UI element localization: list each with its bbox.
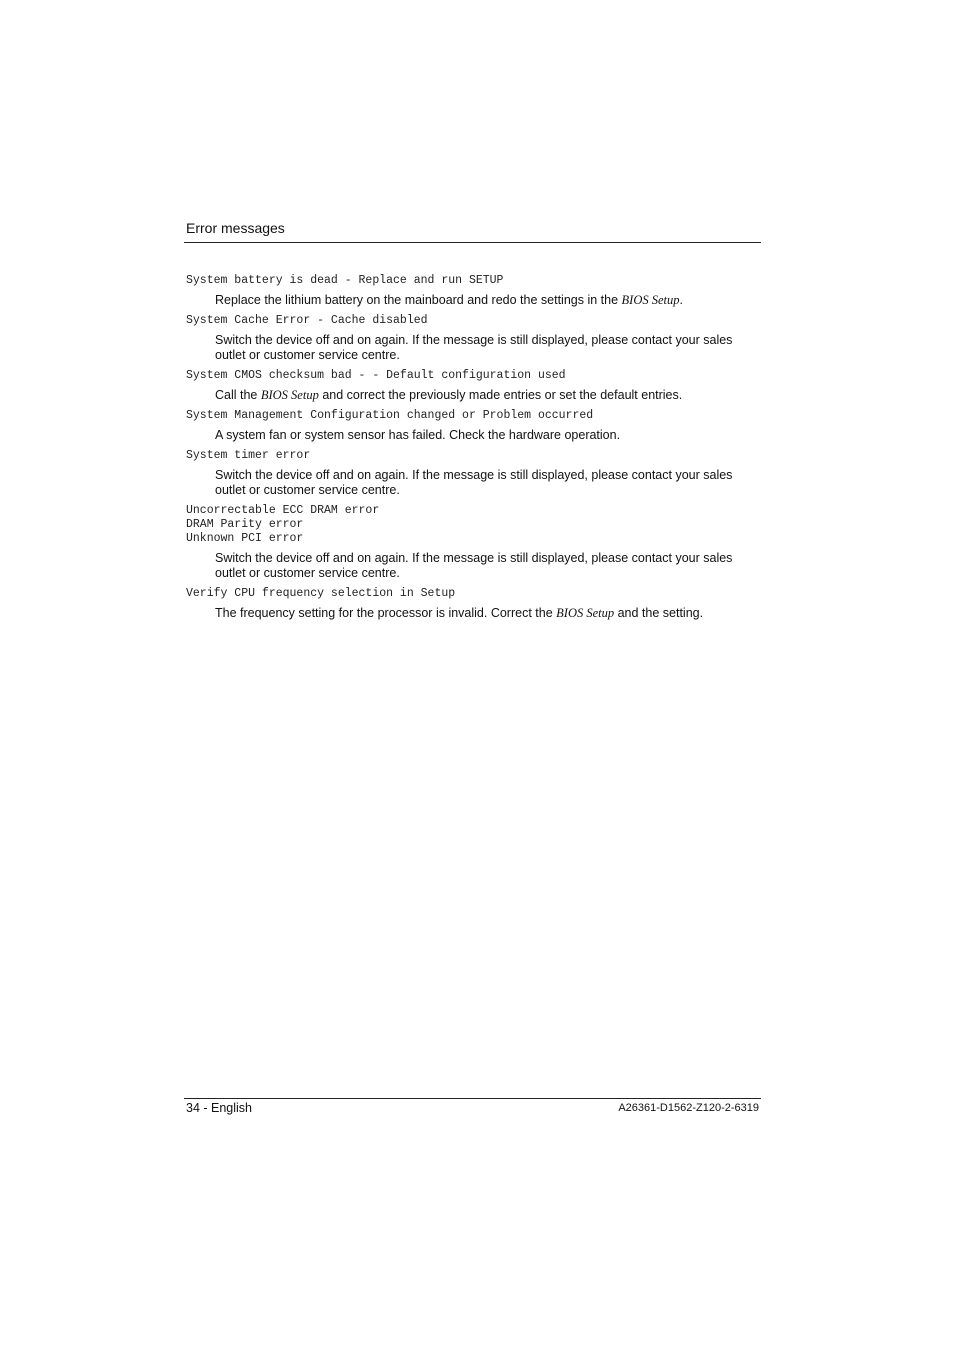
error-description: Switch the device off and on again. If the message is still displayed, please contact your sales outlet or customer service centre.	[215, 333, 733, 362]
header-divider	[184, 242, 761, 243]
bios-setup-term: BIOS Setup	[556, 606, 615, 620]
error-entry	[186, 314, 761, 363]
error-description: Switch the device off and on again. If the message is still displayed, please contact your sales outlet or customer service centre.	[215, 468, 733, 497]
error-code: Uncorrectable ECC DRAM error	[186, 504, 380, 517]
error-code: System timer error	[186, 449, 311, 462]
error-description: A system fan or system sensor has failed. Check the hardware operation.	[215, 428, 621, 442]
error-entry	[186, 274, 761, 308]
running-header: Error messages	[186, 220, 285, 236]
document-number: A26361-D1562-Z120-2-6319	[618, 1102, 759, 1114]
error-code: System Cache Error - Cache disabled	[186, 314, 428, 327]
error-code: System Management Configuration changed or Problem occurred	[186, 409, 594, 422]
error-code: Verify CPU frequency selection in Setup	[186, 587, 456, 600]
bios-setup-term: BIOS Setup	[621, 293, 680, 307]
error-code: System battery is dead - Replace and run SETUP	[186, 274, 504, 287]
error-description: Switch the device off and on again. If the message is still displayed, please contact your sales outlet or customer service centre.	[215, 551, 733, 580]
error-entry	[186, 369, 761, 403]
error-code: DRAM Parity error	[186, 518, 304, 531]
error-code: Unknown PCI error	[186, 532, 304, 545]
error-entry	[186, 504, 761, 581]
error-description: Replace the lithium battery on the mainboard and redo the settings in the BIOS Setup.	[215, 293, 683, 307]
error-description: The frequency setting for the processor is invalid. Correct the BIOS Setup and the setting.	[215, 606, 704, 620]
footer-divider	[184, 1098, 761, 1099]
page-number: 34 - English	[186, 1101, 253, 1115]
error-entry	[186, 587, 761, 621]
error-description: Call the BIOS Setup and correct the previously made entries or set the default entries.	[215, 388, 683, 402]
error-entry	[186, 409, 761, 443]
error-code: System CMOS checksum bad - - Default configuration used	[186, 369, 566, 382]
error-message-list	[186, 274, 761, 627]
bios-setup-term: BIOS Setup	[260, 388, 319, 402]
error-entry	[186, 449, 761, 498]
